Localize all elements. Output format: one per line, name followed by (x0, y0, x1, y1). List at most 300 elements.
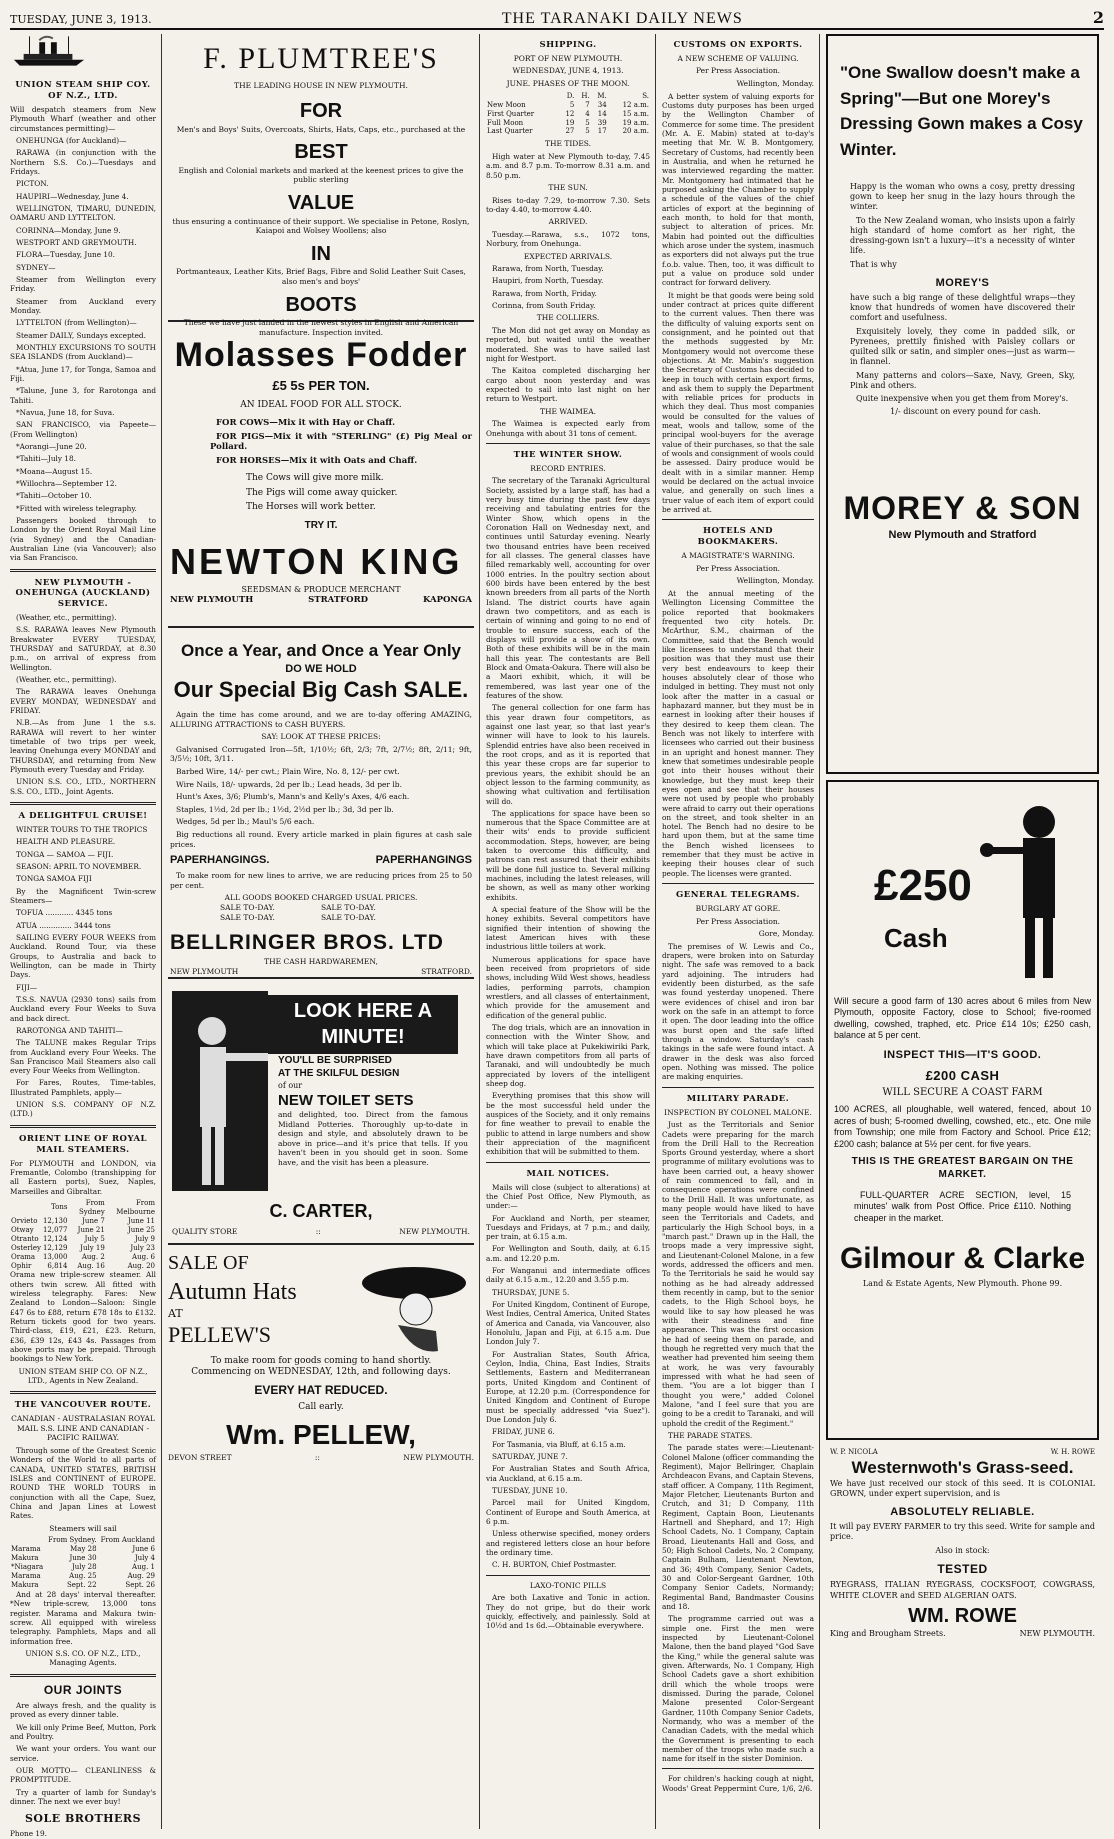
table-cell: July 23 (130, 1243, 155, 1252)
carter-copy (278, 1055, 468, 1171)
hotels-title: HOTELS AND BOOKMAKERS. (697, 526, 779, 548)
molasses-price: £5 5s PER TON. (272, 377, 370, 393)
table-cell: Aug. 16 (77, 1261, 105, 1270)
table-cell: June 21 (77, 1225, 105, 1234)
paragraph: The dog trials, which are an innovation in connection with the Winter Show, and which will take place at Pukekiwiriki Park, have drawn competitors from all parts of Taranaki, and will undoubtedly be much appreciated by lovers of the intelligent sheep dog. (486, 1023, 650, 1089)
paragraph: *Moana—August 15. (16, 466, 93, 476)
paragraph: HAUPIRI—Wednesday, June 4. (16, 191, 129, 201)
carter-illustration (172, 991, 268, 1191)
show-title: THE WINTER SHOW. (513, 449, 623, 460)
plumtree-line4: Portmanteaux, Leather Kits, Brief Bags, Fibre and Solid Leather Suit Cases, also men's and boys' (176, 267, 466, 286)
table-cell: 5 (585, 127, 590, 136)
orient-agents: UNION STEAM SHIP CO. OF N.Z., LTD., Agents in New Zealand. (18, 1366, 148, 1386)
telegrams-sub: BURGLARY AT GORE. (695, 904, 781, 913)
orient-table (10, 1199, 156, 1271)
carter-l1: YOU'LL BE SURPRISED (278, 1055, 392, 1066)
paragraph: Just as the Territorials and Senior Cadets were preparing for the march from the Drill Hall to the Recreation Sports Ground yesterday, where a short programme of military evolutions was to have been carried out, a heavy shower of rain commenced to fall, and in consequence operations were confined to the Drill Hall. It was unfortunate, as many people would have liked to have seen the Territorials and Cadets, and particularly the High School boys, in a "march past." Drawn up in the Hall, the troops made a very impressive sight, and Lieutenant-Colonel Malone, in a few words, addressed the officers and men. To the Territorials he said he would say nothing as he had already addressed them recently in camp, but to the senior cadets, to the High School boys, he would like to say how pleased he was with their steadiness and fine appearance. This was the first occasion he had of seeing them on parade, and though he regretted very much that the weather had prevented him seeing them at work, he was very favourably impressed with what he had seen of them. "You are a lot bigger than I thought you were," added Colonel Malone, "and I feel sure that you are going to be a credit to Taranaki, and will uphold the credit of the Regiment." (662, 1120, 814, 1428)
gc-price: £250 (874, 861, 972, 910)
customs-sub: A NEW SCHEME OF VALUING. (677, 53, 799, 63)
table-cell: Orvieto (11, 1216, 38, 1225)
column-4 (662, 34, 820, 1829)
plumtree-value: VALUE (287, 191, 355, 214)
onehunga-title: NEW PLYMOUTH - ONEHUNGA (AUCKLAND) SERVICE. (15, 577, 151, 610)
paragraph: FLORA—Tuesday, June 10. (16, 250, 115, 260)
paragraph: The TALUNE makes Regular Trips from Auckland every Four Weeks. The San Francisco Mail Steamers also call every Four Weeks from Wellington. (10, 1038, 156, 1076)
military-sub: INSPECTION BY COLONEL MALONE. (664, 1107, 812, 1117)
paragraph: *Willochra—September 12. (16, 478, 117, 488)
molasses-sub: AN IDEAL FOOD FOR ALL STOCK. (240, 400, 402, 411)
table-cell: 12,124 (42, 1234, 68, 1243)
bellringer-ad (168, 634, 474, 979)
gc-coast: WILL SECURE A COAST FARM (882, 1087, 1043, 1099)
tides-title: THE TIDES. (544, 139, 592, 149)
table-cell: 12,129 (42, 1243, 68, 1252)
gc-inspect: INSPECT THIS—IT'S GOOD. (883, 1048, 1042, 1061)
table-row (10, 1554, 156, 1563)
table-cell: 4 (585, 109, 590, 118)
plumtree-line2: English and Colonial markets and marked at the keenest prices to give the public sterling (178, 165, 464, 185)
table-cell: 5 (569, 100, 575, 109)
molasses-ad (168, 328, 474, 628)
plumtree-for: FOR (299, 99, 343, 122)
table-row (486, 110, 650, 119)
pellew-places (168, 1453, 474, 1463)
carter-look: LOOK HERE A MINUTE! (268, 995, 458, 1054)
table-cell: 12,077 (42, 1225, 68, 1234)
paragraph: WELLINGTON, TIMARU, DUNEDIN, OAMARU AND LYTTELTON. (10, 204, 156, 223)
paragraph: UNION S.S. CO., LTD., NORTHERN S.S. CO., LTD., Joint Agents. (10, 777, 156, 796)
onehunga-text (10, 613, 156, 796)
paragraph: ATUA .............. 3444 tons (16, 920, 111, 930)
table-row (486, 119, 650, 128)
column-3 (486, 34, 656, 1829)
paragraph: The general collection for one farm has this year drawn four competitors, as against one last year, so that last year's winner will have to look to his laurels. Splendid entries have also been received in the root crops, and as it is reported that this year these crops are far superior to previous years, the exhibit should be an object lesson to the farming community, as showing what cultivation and fertilisation will do. (486, 703, 650, 806)
paper-left: PAPERHANGINGS. (170, 854, 270, 867)
table-header-cell: D. (566, 91, 575, 100)
paragraph: T.S.S. NAVUA (2930 tons) sails from Auckland every Four Weeks to Suva and back direct. (10, 994, 156, 1023)
paragraph: The Mon did not get away on Monday as reported, but waited until the weather moderated. She was to have sailed last night for Westport. (486, 326, 650, 363)
sale-line1: Once a Year, and Once a Year Only (180, 641, 462, 660)
mail-title: MAIL NOTICES. (526, 1168, 610, 1179)
plumtree-in: IN (311, 242, 331, 265)
paragraph: Try a quarter of lamb for Sunday's dinner. The next we ever buy! (10, 1787, 156, 1806)
gc-sub: Land & Estate Agents, New Plymouth. Phone 99. (862, 1278, 1063, 1288)
vancouver-agents: UNION S.S. CO. OF N.Z., LTD., Managing Agents. (25, 1648, 141, 1668)
table-row (10, 1235, 156, 1244)
paper-goods: ALL GOODS BOOKED CHARGED USUAL PRICES. (224, 893, 418, 903)
table-cell: 12,130 (42, 1216, 68, 1225)
gc-name: Gilmour & Clarke (839, 1242, 1086, 1276)
telegrams-title: GENERAL TELEGRAMS. (676, 890, 800, 901)
table-cell: 20 a.m. (622, 127, 649, 136)
swallow-p2: To the New Zealand woman, who insists upon a fairly high standard of home comfort as her right, the dressing-gown isn't a luxury—it's a necessity of winter life. (850, 215, 1075, 256)
carter-l3: of our (278, 1080, 303, 1090)
table-row (10, 1262, 156, 1271)
pellew-sale: SALE OF (168, 1252, 249, 1274)
orient-intro: For PLYMOUTH and LONDON, via Fremantle, Colombo (transhipping for all Eastern ports), Suez, Naples, Marseilles and Gibraltar. (10, 1158, 156, 1196)
ws-right: W. H. ROWE (1050, 1448, 1095, 1456)
paragraph: CORINNA—Monday, June 9. (16, 225, 121, 235)
swallow-line: "One Swallow doesn't make a Spring"—But one Morey's Dressing Gown makes a Cosy Winter. (840, 63, 1083, 159)
paragraph: *Tahiti—July 18. (16, 454, 76, 464)
table-header-cell: From Sydney. (48, 1536, 97, 1545)
paragraph: THURSDAY, JUNE 5. (492, 1287, 570, 1297)
table-cell: 7 (585, 100, 590, 109)
inline-item: KAPONGA (422, 594, 472, 605)
paragraph: Corinna, from South Friday. (492, 301, 596, 311)
vancouver-table (10, 1536, 156, 1590)
masthead (10, 8, 1104, 30)
masthead-title: THE TARANAKI DAILY NEWS (501, 10, 743, 27)
inline-item: QUALITY STORE (172, 1227, 238, 1236)
paper-sale (170, 903, 472, 922)
table-row (10, 1545, 156, 1554)
ws-p2: It will pay EVERY FARMER to try this seed. Write for sample and price. (830, 1522, 1095, 1542)
vancouver-table-head (10, 1536, 156, 1545)
military-text (662, 1120, 814, 1763)
paragraph: Numerous applications for space have been received from proprietors of side shows, including Wild West shows, headless ladies, performing parrots, champion wrestlers, and all classes of entertainment, which provide for the amusement and edification of the general public. (486, 954, 650, 1020)
vancouver-text: Through some of the Greatest Scenic Wonders of the World to all parts of CANADA, UNITED STATES, BRITISH ISLES and CONTINENT of EUROPE. ROUND THE WORLD TOURS in conjunction with all the Cape, Suez, China and Japan Lines at Lowest Rates. (10, 1446, 156, 1521)
swallow-p5: Many patterns and colors—Saxe, Navy, Green, Sky, Pink and others. (850, 370, 1075, 390)
telegrams-dateline: Gore, Monday. (758, 929, 814, 939)
table-header-cell (10, 1536, 45, 1545)
inline-item: STRATFORD. (421, 966, 472, 976)
table-cell: Marama (11, 1572, 41, 1581)
usc-lines (10, 136, 156, 562)
usc-title: UNION STEAM SHIP COY. OF N.Z., LTD. (15, 80, 151, 102)
newton-king-places (170, 595, 472, 606)
carter-places (172, 1227, 470, 1237)
paragraph: SEASON: APRIL TO NOVEMBER. (16, 861, 142, 871)
paper-right: PAPERHANGINGS (375, 854, 472, 867)
vancouver-table-body (10, 1545, 156, 1590)
table-cell: June 6 (132, 1545, 155, 1554)
laxo-title: LAXO-TONIC PILLS (529, 1580, 607, 1590)
paragraph: TOFUA ............ 4345 tons (16, 908, 113, 918)
table-cell: July 19 (80, 1243, 105, 1252)
paragraph: SATURDAY, JUNE 7. (492, 1452, 568, 1462)
table-cell: June 7 (82, 1216, 105, 1225)
colliers-text (486, 326, 650, 404)
paragraph: SAN FRANCISCO, via Papeete—(From Wellington) (10, 420, 156, 439)
customs-title: CUSTOMS ON EXPORTS. (673, 40, 803, 50)
plumtree-line3: thus ensuring a continuance of their support. We specialise in Petone, Roslyn, Kaiapoi and Wolsey Woollens; also (172, 216, 470, 236)
paragraph: *Navua, June 18, for Suva. (16, 407, 115, 417)
table-header-cell: M. (597, 91, 607, 100)
morey-name: MOREY & SON (843, 489, 1082, 526)
gc-200: £200 CASH (925, 1067, 1000, 1083)
paragraph: The Pigs will come away quicker. (246, 487, 398, 498)
paragraph: For Australian States and South Africa, via Auckland, at 6.15 a.m. (486, 1464, 650, 1483)
ws-title: Westernwoth's Grass-seed. (851, 1457, 1074, 1477)
paragraph: FRIDAY, JUNE 6. (492, 1427, 555, 1437)
paragraph: TUESDAY, JUNE 10. (492, 1486, 568, 1496)
plumtree-sub: THE LEADING HOUSE IN NEW PLYMOUTH. (234, 81, 408, 91)
paragraph: Rarawa, from North, Friday. (492, 288, 597, 298)
paragraph: For Tasmania, via Bluff, at 6.15 a.m. (492, 1439, 626, 1449)
cough-text: For children's hacking cough at night, Woods' Great Peppermint Cure, 1/6, 2/6. (662, 1774, 814, 1793)
table-cell: 19 (565, 118, 575, 127)
paragraph: The secretary of the Taranaki Agricultural Society, assisted by a large staff, has had a very busy time during the past few days receiving and tabulating entries for the Winter Show, which opens in the Coronation Hall on Wednesday next, and continues until Saturday evening. Nearly two thousand entries have been received for all classes. The general classes have filled remarkably well, accounting for over 1000 entries. In the poultry section about 600 birds have been entered by the best known breeders from all parts of the North Island. The district courts have again drawn two competitors, and as each is certain of winning and going to no end of trouble to ensure success, each of the displays will provide a show of its own. Both of these exhibits will be in the main hall this year. The contestants are Bell Block and Omata-Oakura. There will also be a Maori exhibit, which, it will be remembered, was last year one of the features of the show. (486, 476, 650, 700)
paragraph: Rarawa, from North, Tuesday. (492, 264, 604, 274)
pellew-text2: Commencing on WEDNESDAY, 12th, and following days. (191, 1367, 451, 1378)
table-cell: 17 (597, 127, 607, 136)
table-cell: June 11 (127, 1216, 155, 1225)
ws-also: Also in stock: (935, 1545, 990, 1555)
moon-table (486, 92, 650, 137)
plumtree-boots: BOOTS (285, 293, 357, 316)
table-row (10, 1217, 156, 1226)
gilmour-clarke-ad (826, 780, 1099, 1440)
swallow-moreys: MOREY'S (935, 276, 990, 289)
orient-text: Orama new triple-screw steamer. All others twin screw. All fitted with wireless telegraphy. Fares: New Zealand to London—Saloon: Single £47 6s to £88, return £78 18s to £132. Return tickets good for two years. Third-class, £19, £21, £23. Return, £36, £39 12s, £43 4s. Passages from above ports may be prepaid. Through bookings to New York. (10, 1270, 156, 1364)
table-cell: Sept. 26 (125, 1581, 155, 1590)
paragraph: *Tahiti—October 10. (16, 491, 92, 501)
table-cell: First Quarter (487, 109, 535, 118)
molasses-try: TRY IT. (304, 519, 338, 531)
show-sub: RECORD ENTRIES. (530, 463, 606, 473)
molasses-title: Molasses Fodder (174, 336, 468, 374)
table-cell: Aug. 6 (132, 1252, 155, 1261)
inline-item: NEW PLYMOUTH. (403, 1453, 474, 1463)
sale-line3: Our Special Big Cash SALE. (173, 676, 469, 702)
plumtree-name: F. PLUMTREE'S (203, 42, 439, 75)
waimea-title: THE WAIMEA. (539, 406, 597, 416)
table-cell: 13,000 (42, 1252, 68, 1261)
paragraph: Everything promises that this show will be the most successful held under the auspices of the Society, and it only remains for fine weather to prevail to enable the public to attend in large numbers and show their appreciation of the magnificent exhibition that will be submitted to them. (486, 1091, 650, 1157)
paragraph: Steamer from Wellington every Friday. (10, 275, 156, 294)
table-cell: 5 (585, 118, 590, 127)
paragraph: By the Magnificent Twin-screw Steamers— (10, 886, 156, 905)
paragraph: It might be that goods were being sold under contract at prices quite different to the current values. Then there was the difficulty of valuing exports sent on consignment, and he pointed out that the methods suggested by Mr. Montgomery would not overcome these objections. At Mr. Mabin's suggestion the Secretary of Customs has decided to keep in touch with certain export firms, and ask them to supply the Department with reliable prices for products in which they deal. Thus most companies would be consulted for the values of meat, wools and tallow, some of the principal wool-buyers for the average value of their purchases, so that the sale of wools and consignment of wools could be assessed. Dairy produce would be dealt with in a similar manner. Hemp would be declared on the actual invoice value, and generally on such lines a truer value of each item of export could be arrived at. (662, 290, 814, 515)
ws-left: W. P. NICOLA (830, 1448, 878, 1456)
telegrams-assoc: Per Press Association. (695, 916, 781, 926)
telegrams-text: The premises of W. Lewis and Co., drapers, were broken into on Saturday night. The safe was removed to a back yard adjoining. The intruders had evidently been disturbed, as the safe was found yesterday unopened. There were evidences of chisel and iron bar work on the safe in an attempt to force it open. The door leading into the office was burst open and the safe lifted through a window. Saturday's cash takings in the safe were found intact. A drawer in the desk was also forced open. Nothing was missed. The police are making enquiries. (662, 941, 814, 1082)
table-row (486, 127, 650, 136)
paragraph: Mails will close (subject to alterations) at the Chief Post Office, New Plymouth, as under:— (486, 1182, 650, 1211)
plumtree-line5: These we have just landed in the newest styles in English and American manufacture. Inspection invited. (183, 318, 459, 337)
paragraph: For Wanganui and intermediate offices daily at 6.15 a.m., 12.20 and 3.55 p.m. (486, 1266, 650, 1285)
paragraph: Steamer DAILY, Sundays excepted. (16, 330, 146, 340)
paragraph: *Atua, June 17, for Tonga, Samoa and Fiji. (10, 364, 156, 383)
sale-say: SAY: LOOK AT THESE PRICES: (261, 732, 381, 742)
paragraph: Are always fresh, and the quality is proved as every dinner table. (10, 1701, 156, 1720)
table-cell: Aug. 20 (127, 1261, 155, 1270)
swallow-p3: have such a big range of these delightful wraps—they know that hundreds of women have discovered their comfort and usefulness. (850, 292, 1075, 323)
table-header-cell: From Sydney (78, 1198, 105, 1216)
joints-text (10, 1701, 156, 1806)
table-header-cell (10, 1199, 42, 1217)
paragraph: THE PARADE STATES. (668, 1431, 753, 1440)
swallow-p4: Exquisitely lovely, they come in padded silk, or Pyrenees, prettily finished with Paisley collars or quilted silk or satin, and simpler ones—just as warm—in flannel. (850, 326, 1075, 367)
inline-item: SALE TO-DAY. (220, 902, 275, 912)
mail-text (486, 1183, 650, 1570)
paragraph: SYDNEY— (16, 262, 56, 272)
table-cell: *Niagara (11, 1563, 44, 1572)
table-header-cell: H. (581, 91, 590, 100)
sun-text: Rises to-day 7.29, to-morrow 7.30. Sets to-day 4.40, to-morrow 4.40. (486, 195, 650, 214)
table-cell: 15 a.m. (622, 109, 649, 118)
vancouver-foot: And at 28 days' interval thereafter. *New triple-screw, 13,000 tons register. Marama and Makura twin-screw. All equipped with wireless telegraphy. Pamphlets, Maps and all information free. (10, 1590, 156, 1646)
pellew-text1: To make room for goods coming to hand shortly. (210, 1355, 432, 1366)
table-row (486, 101, 650, 110)
inline-item: NEW PLYMOUTH (170, 966, 239, 976)
bellringer-places (170, 967, 472, 977)
table-header-cell: From Melbourne (116, 1198, 155, 1216)
paper-text: To make room for new lines to arrive, we are reducing prices from 25 to 50 per cent. (170, 871, 472, 890)
rowe-ad (826, 1446, 1099, 1642)
paragraph: Haupiri, from North, Tuesday. (492, 276, 604, 286)
table-row (10, 1581, 156, 1590)
table-header-cell: From Auckland (100, 1536, 155, 1545)
paragraph: *Fitted with wireless telegraphy. (16, 503, 137, 513)
paragraph: RARAWA (in conjunction with the Northern S.S. Co.)—Tuesdays and Fridays. (10, 148, 156, 177)
paragraph: The Horses will work better. (246, 502, 376, 513)
table-cell: July 28 (71, 1563, 97, 1572)
swallow-p1: Happy is the woman who owns a cosy, pretty dressing gown to keep her snug in the lazy hours through the winter. (850, 182, 1075, 212)
hat-lady-icon (358, 1255, 468, 1355)
table-cell: Makura (11, 1581, 39, 1590)
paragraph: (Weather, etc., permitting). (16, 675, 117, 685)
column-2 (168, 34, 480, 1829)
table-cell: Ophir (11, 1261, 32, 1270)
table-cell: Orama (11, 1252, 36, 1261)
arrived-text: Tuesday.—Rarawa, s.s., 1072 tons, Norbury, from Onehunga. (486, 229, 650, 249)
man-pointing-icon (172, 991, 268, 1191)
gc-cash: Cash (884, 923, 948, 954)
table-row (10, 1563, 156, 1572)
laxo-text: Are both Laxative and Tonic in action. They do not gripe, but do their work quickly, effectively, and painlessly. Sold at 10½d and 1s 6d.—Obtainable everywhere. (486, 1593, 650, 1631)
pellew-reduced: EVERY HAT REDUCED. (254, 1382, 388, 1397)
plumtree-best: BEST (294, 141, 348, 164)
ws-tested: TESTED (937, 1561, 988, 1576)
newton-king-name: NEWTON KING (170, 540, 463, 582)
paragraph: Steamer from Auckland every Monday. (10, 296, 156, 315)
waimea-text: The Waimea is expected early from Onehunga with about 31 tons of cement. (486, 419, 650, 438)
paragraph: For United Kingdom, Continent of Europe, West Indies, Central America, United States of America and Canada, via Vancouver, also Honolulu, Japan and Fiji, at 6.15 a.m. Due London July 7. (486, 1300, 650, 1347)
paragraph: WESTPORT AND GREYMOUTH. (16, 238, 137, 248)
table-header-cell: Tons (51, 1203, 68, 1212)
table-cell: Makura (11, 1554, 39, 1563)
paragraph: The RARAWA leaves Onehunga EVERY MONDAY, WEDNESDAY and FRIDAY. (10, 687, 156, 716)
table-row (10, 1572, 156, 1581)
paragraph: For Fares, Routes, Time-tables, Illustrated Pamphlets, apply— (10, 1078, 156, 1097)
swallow-p7: 1/- discount on every pound for cash. (890, 407, 1041, 417)
paragraph: The Cows will give more milk. (246, 473, 384, 484)
table-cell: 12 (565, 109, 575, 118)
newton-king-sub: SEEDSMAN & PRODUCE MERCHANT (241, 584, 401, 594)
paragraph: For Wellington and South, daily, at 6.15 a.m. and 12.20 p.m. (486, 1244, 650, 1263)
table-cell: 6,814 (47, 1261, 68, 1270)
paragraph: SAILING EVERY FOUR WEEKS from Auckland. Round Tour, via these Groups, to Australia and back to Wellington, can be made in Thirty Days. (10, 932, 156, 980)
cruise-lines (10, 825, 156, 1119)
usc-intro: Will despatch steamers from New Plymouth Wharf (weather and other circumstances permitting)— (10, 105, 156, 133)
paragraph: MONTHLY EXCURSIONS TO SOUTH SEA ISLANDS (from Auckland)— (10, 342, 156, 362)
sale-items (170, 745, 472, 827)
table-cell: 12 a.m. (622, 100, 649, 109)
paragraph: Wedges, 5d per lb.; Maul's 5/6 each. (176, 817, 315, 827)
paragraph: UNION S.S. COMPANY OF N.Z. (LTD.) (10, 1100, 156, 1119)
pellew-at: AT (168, 1307, 183, 1321)
table-cell: Marama (11, 1545, 41, 1554)
table-cell: Otranto (11, 1234, 39, 1243)
paragraph: Passengers booked through to London by the Orient Royal Mail Line (via Sydney) and the Canadian-Australian Line (via Vancouver); also via San Francisco. (10, 515, 156, 563)
moon-table-head (486, 92, 650, 101)
table-cell: 19 a.m. (622, 118, 649, 127)
inline-item: NEW PLYMOUTH. (399, 1227, 470, 1236)
paragraph: FOR HORSES—Mix it with Oats and Chaff. (216, 456, 418, 467)
table-cell: Aug. 1 (132, 1563, 155, 1572)
expected-lines (486, 264, 650, 310)
plumtree-line1: Men's and Boys' Suits, Overcoats, Shirts, Hats, Caps, etc., purchased at the (176, 124, 466, 134)
table-cell: Full Moon (487, 118, 524, 127)
paragraph: Hunt's Axes, 3/6; Plumb's, Mann's and Kelly's Axes, 4/6 each. (176, 792, 410, 802)
paper-heads (170, 853, 472, 867)
paragraph: *Aorangi—June 20. (16, 441, 87, 451)
moon-title: JUNE. PHASES OF THE MOON. (506, 79, 630, 89)
inline-item: :: (314, 1453, 320, 1463)
paragraph: Staples, 1½d, 2d per lb.; 1½d, 2½d per lb.; 3d, 3d per lb. (176, 804, 394, 814)
vancouver-sail: Steamers will sail (49, 1523, 117, 1533)
pellew-ad (168, 1251, 474, 1481)
paragraph: FOR COWS—Mix it with Hay or Chaff. (216, 417, 396, 428)
auctioneer-figure-icon (969, 792, 1089, 982)
table-cell: Aug. 25 (69, 1572, 97, 1581)
paragraph: FOR PIGS—Mix it with "STERLING" (£) Pig Meal or Pollard. (210, 431, 472, 453)
page-number: 2 (1092, 8, 1104, 27)
joints-firm: SOLE BROTHERS (24, 1812, 142, 1826)
plumtree-ad (168, 34, 474, 337)
orient-title: ORIENT LINE OF ROYAL MAIL STEAMERS. (18, 1133, 148, 1155)
inline-item: STRATFORD (308, 594, 369, 605)
table-cell: June 30 (69, 1554, 97, 1563)
table-row (10, 1253, 156, 1262)
arrived-title: ARRIVED. (548, 217, 588, 227)
table-cell: June 25 (127, 1225, 155, 1234)
sun-title: THE SUN. (548, 183, 588, 192)
paragraph: C. H. BURTON, Chief Postmaster. (492, 1560, 617, 1570)
inline-item: SALE TO-DAY. (321, 912, 376, 922)
paragraph: HEALTH AND PLEASURE. (16, 837, 116, 847)
shipping-port: PORT OF NEW PLYMOUTH. (513, 53, 623, 63)
carter-ad (168, 985, 474, 1245)
morey-ad (826, 34, 1099, 774)
paragraph: A better system of valuing exports for Customs duty purposes has been urged by the Wellington Chamber of Commerce for some time. The president (Mr. A. E. Mabin) stated at to-day's meeting that Mr. W. B. Montgomery, Secretary of Customs, had recently been in Australia, and when he returned he was interviewed regarding the matter. Mr. Montgomery had intimated that he purposed asking the Chamber to supply a schedule of the values of the chief articles of export at the beginning of each month, to hold for that month, subject to alteration of prices. Mr. Mabin had pointed out the difficulties which arose under the system, inasmuch as exporters did not always put the true f.o.b. value. Then, too, it was difficult to put a value on produce sold under contract for forward delivery. (662, 91, 814, 288)
tides-text: High water at New Plymouth to-day, 7.45 a.m. and 8.7 p.m. To-morrow 8.31 a.m. and 8.50 p.m. (486, 152, 650, 180)
paragraph: At the annual meeting of the Wellington Licensing Committee the police reported that bookmakers frequented two city hotels. Dr. McArthur, S.M., chairman of the Committee, said that the Bench would like licensees to understand that their position was that they must use their very best endeavours to keep their houses absolutely clear of those who indulged in betting. They must not only look after the matter in a casual or haphazard manner, but they must be in earnest in looking after their houses if they desired to keep them clean. The Bench was not likely to interfere with licensees who carried out their business in an upright and honest manner. They knew that sometimes undesirable people got into their houses without their knowledge, but they must keep their eyes open and see that their houses were not used by people who probably were afraid to carry out their operations on the street, and took shelter in an hotel. The Bench had no desire to be hard upon them, but at the same time the Bench wished licensees to remember that they must be active in keeping their houses clear of such people. The licenses were granted. (662, 588, 814, 878)
show-text (486, 476, 650, 1156)
table-cell: May 28 (70, 1545, 97, 1554)
cruise-title: A DELIGHTFUL CRUISE! (18, 811, 148, 822)
paragraph: (Weather, etc., permitting). (16, 613, 117, 623)
table-cell: Sept. 22 (66, 1581, 97, 1590)
table-cell: July 5 (84, 1234, 105, 1243)
steamship-icon (10, 34, 88, 68)
paragraph: We kill only Prime Beef, Mutton, Pork and Poultry. (10, 1722, 156, 1741)
gc-p2: 100 ACRES, all ploughable, well watered, fenced, about 10 acres of bush; 5-roomed dwelling, cowshed, etc., etc. One mile from Township; one mile from Factory and School. Price £12; £200 cash; balance at 5½ per cent. for five years. (834, 1104, 1091, 1149)
vancouver-title: THE VANCOUVER ROUTE. (14, 1400, 152, 1411)
shipping-date: WEDNESDAY, JUNE 4, 1913. (512, 66, 624, 76)
paragraph: The Kaitoa completed discharging her cargo about noon yesterday and was expected to sail into last night on her return to Westport. (486, 366, 650, 404)
inline-item: NEW PLYMOUTH (170, 594, 254, 605)
paragraph: *Talune, June 3, for Rarotonga and Tahiti. (10, 386, 156, 405)
table-header-cell: S. (642, 91, 649, 100)
paragraph: We want your orders. You want our service. (10, 1744, 156, 1763)
military-title: MILITARY PARADE. (686, 1093, 790, 1104)
molasses-results (240, 473, 472, 514)
paragraph: PICTON. (16, 179, 49, 189)
carter-name: C. CARTER, (269, 1201, 373, 1221)
